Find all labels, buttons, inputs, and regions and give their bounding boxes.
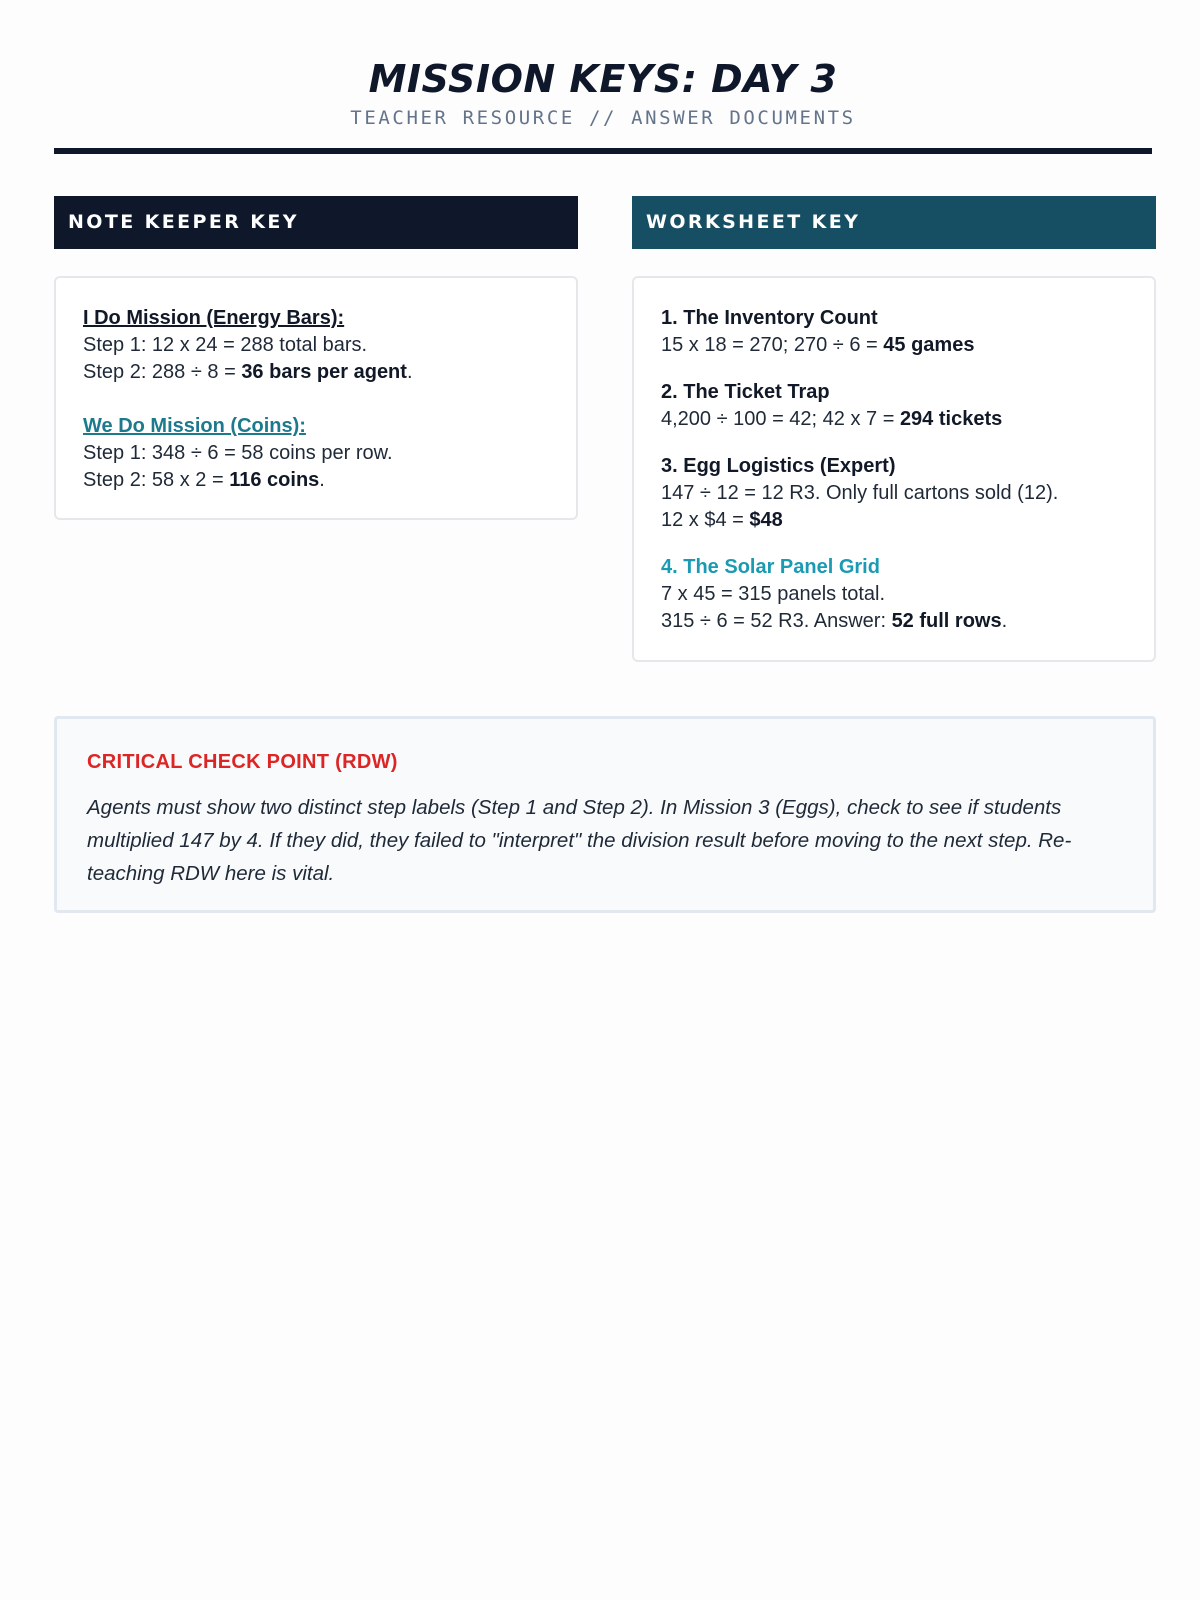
worksheet-card <box>632 276 1156 662</box>
worksheet-item <box>661 554 1127 635</box>
worksheet-heading: WORKSHEET KEY <box>632 196 1156 249</box>
we-do-answer: 116 coins <box>229 469 320 491</box>
i-do-answer: 36 bars per agent <box>241 361 407 383</box>
worksheet-item-line: 12 x $4 = $48 <box>661 509 783 531</box>
note-keeper-heading: NOTE KEEPER KEY <box>54 196 578 249</box>
we-do-step-1: Step 1: 348 ÷ 6 = 58 coins per row. <box>83 442 393 464</box>
worksheet-item-line: 147 ÷ 12 = 12 R3. Only full cartons sold (12). <box>661 482 1059 504</box>
callout-body: Agents must show two distinct step labels (Step 1 and Step 2). In Mission 3 (Eggs), check to see if students multiplied 147 by 4. If they did, they failed to "interpret" the division result before moving to the next step. Re-teaching RDW here is vital. <box>87 796 1072 885</box>
worksheet-item-answer: 52 full rows <box>891 610 1002 632</box>
i-do-mission-title: I Do Mission (Energy Bars): <box>83 307 345 329</box>
callout-title: CRITICAL CHECK POINT (RDW) <box>87 751 398 773</box>
page-title: MISSION KEYS: DAY 3 <box>368 57 838 101</box>
page-subtitle: TEACHER RESOURCE // ANSWER DOCUMENTS <box>350 107 856 129</box>
we-do-step-2: Step 2: 58 x 2 = 116 coins. <box>83 469 325 491</box>
worksheet-item <box>661 305 1127 359</box>
worksheet-item-title: 4. The Solar Panel Grid <box>661 556 880 578</box>
critical-check-callout <box>54 716 1156 913</box>
worksheet-item-answer: 45 games <box>883 334 975 356</box>
header-divider <box>54 148 1152 154</box>
worksheet-item-line: 15 x 18 = 270; 270 ÷ 6 = 45 games <box>661 334 975 356</box>
worksheet-item-title: 2. The Ticket Trap <box>661 381 830 403</box>
worksheet-item-line: 7 x 45 = 315 panels total. <box>661 583 886 605</box>
worksheet-item-title: 3. Egg Logistics (Expert) <box>661 455 896 477</box>
worksheet-item-title: 1. The Inventory Count <box>661 307 878 329</box>
worksheet-item <box>661 379 1127 433</box>
worksheet-item <box>661 453 1127 534</box>
i-do-step-2: Step 2: 288 ÷ 8 = 36 bars per agent. <box>83 361 413 383</box>
worksheet-item-answer: 294 tickets <box>899 408 1003 430</box>
we-do-mission-title: We Do Mission (Coins): <box>83 415 306 437</box>
worksheet-item-answer: $48 <box>749 509 783 531</box>
worksheet-item-line: 4,200 ÷ 100 = 42; 42 x 7 = 294 tickets <box>661 408 1003 430</box>
i-do-step-1: Step 1: 12 x 24 = 288 total bars. <box>83 334 368 356</box>
note-keeper-card <box>54 276 578 520</box>
worksheet-item-line: 315 ÷ 6 = 52 R3. Answer: 52 full rows. <box>661 610 1008 632</box>
